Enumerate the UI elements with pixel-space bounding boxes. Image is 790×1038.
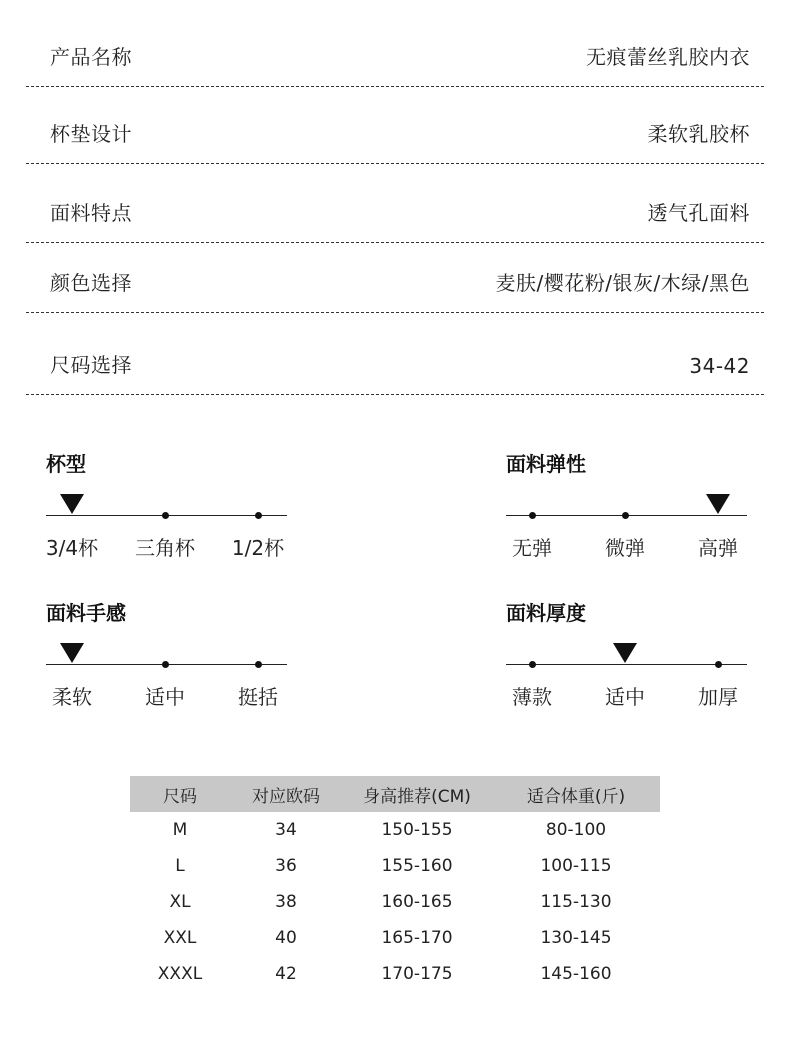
cell-height: 150-155 bbox=[381, 820, 453, 840]
cell-height: 160-165 bbox=[381, 892, 453, 912]
scale-title: 面料厚度 bbox=[506, 601, 586, 625]
scale-option-label: 薄款 bbox=[512, 685, 552, 709]
scale-option-label: 适中 bbox=[145, 685, 185, 709]
spec-value: 柔软乳胶杯 bbox=[647, 122, 750, 146]
table-row bbox=[130, 812, 660, 848]
scale-option-label: 微弹 bbox=[605, 536, 645, 560]
selected-marker-icon bbox=[60, 494, 84, 514]
cell-size: L bbox=[175, 856, 185, 876]
header-height: 身高推荐(CM) bbox=[342, 776, 492, 812]
spec-label: 产品名称 bbox=[50, 45, 132, 69]
cell-weight: 115-130 bbox=[540, 892, 612, 912]
spec-label: 面料特点 bbox=[50, 201, 132, 225]
cell-eu-size: 40 bbox=[275, 928, 297, 948]
table-row bbox=[130, 884, 660, 920]
spec-row-product-name bbox=[26, 30, 764, 87]
scale-title: 面料弹性 bbox=[506, 452, 586, 476]
spec-value: 麦肤/樱花粉/银灰/木绿/黑色 bbox=[495, 271, 750, 295]
scale-option-label: 挺括 bbox=[238, 685, 278, 709]
scale-title: 杯型 bbox=[46, 452, 86, 476]
cell-eu-size: 38 bbox=[275, 892, 297, 912]
scale-option-label: 适中 bbox=[605, 685, 645, 709]
scale-title: 面料手感 bbox=[46, 601, 126, 625]
scale-option-label: 高弹 bbox=[698, 536, 738, 560]
scale-fabric-thickness bbox=[506, 597, 756, 707]
scale-option-label: 无弹 bbox=[512, 536, 552, 560]
table-row bbox=[130, 848, 660, 884]
scale-option-label: 加厚 bbox=[698, 685, 738, 709]
scale-line bbox=[506, 664, 747, 665]
cell-size: XXXL bbox=[157, 964, 203, 984]
scale-point-dot bbox=[529, 661, 536, 668]
spec-row-sizes bbox=[26, 338, 764, 395]
selected-marker-icon bbox=[613, 643, 637, 663]
scale-cup-type bbox=[46, 448, 296, 558]
spec-value: 透气孔面料 bbox=[647, 201, 750, 225]
cell-weight: 100-115 bbox=[540, 856, 612, 876]
scale-point-dot bbox=[162, 512, 169, 519]
cell-eu-size: 34 bbox=[275, 820, 297, 840]
scale-fabric-elasticity bbox=[506, 448, 756, 558]
cell-eu-size: 36 bbox=[275, 856, 297, 876]
cell-eu-size: 42 bbox=[275, 964, 297, 984]
spec-row-colors bbox=[26, 256, 764, 313]
scale-point-dot bbox=[529, 512, 536, 519]
scale-point-dot bbox=[622, 512, 629, 519]
cell-weight: 80-100 bbox=[545, 820, 607, 840]
header-weight: 适合体重(斤) bbox=[492, 776, 660, 812]
spec-label: 尺码选择 bbox=[50, 353, 132, 377]
scale-option-label: 三角杯 bbox=[135, 536, 195, 560]
size-table-header-row bbox=[130, 776, 660, 812]
cell-weight: 130-145 bbox=[540, 928, 612, 948]
scale-option-label: 1/2杯 bbox=[231, 536, 285, 560]
cell-height: 155-160 bbox=[381, 856, 453, 876]
scale-point-dot bbox=[255, 661, 262, 668]
header-eu-size: 对应欧码 bbox=[230, 776, 342, 812]
scale-point-dot bbox=[162, 661, 169, 668]
header-size: 尺码 bbox=[130, 776, 230, 812]
cell-size: XL bbox=[169, 892, 191, 912]
table-row bbox=[130, 956, 660, 992]
cell-size: XXL bbox=[163, 928, 197, 948]
scale-point-dot bbox=[715, 661, 722, 668]
cell-height: 165-170 bbox=[381, 928, 453, 948]
scale-point-dot bbox=[255, 512, 262, 519]
selected-marker-icon bbox=[60, 643, 84, 663]
cell-height: 170-175 bbox=[381, 964, 453, 984]
spec-value: 无痕蕾丝乳胶内衣 bbox=[586, 45, 750, 69]
spec-row-fabric-feature bbox=[26, 186, 764, 243]
scale-fabric-hand-feel bbox=[46, 597, 296, 707]
spec-label: 杯垫设计 bbox=[50, 122, 132, 146]
scale-option-label: 3/4杯 bbox=[45, 536, 99, 560]
spec-value: 34-42 bbox=[689, 354, 750, 378]
spec-row-cup-design bbox=[26, 107, 764, 164]
cell-size: M bbox=[172, 820, 188, 840]
spec-label: 颜色选择 bbox=[50, 271, 132, 295]
table-row bbox=[130, 920, 660, 956]
selected-marker-icon bbox=[706, 494, 730, 514]
scale-option-label: 柔软 bbox=[52, 685, 92, 709]
cell-weight: 145-160 bbox=[540, 964, 612, 984]
size-table bbox=[130, 776, 660, 992]
